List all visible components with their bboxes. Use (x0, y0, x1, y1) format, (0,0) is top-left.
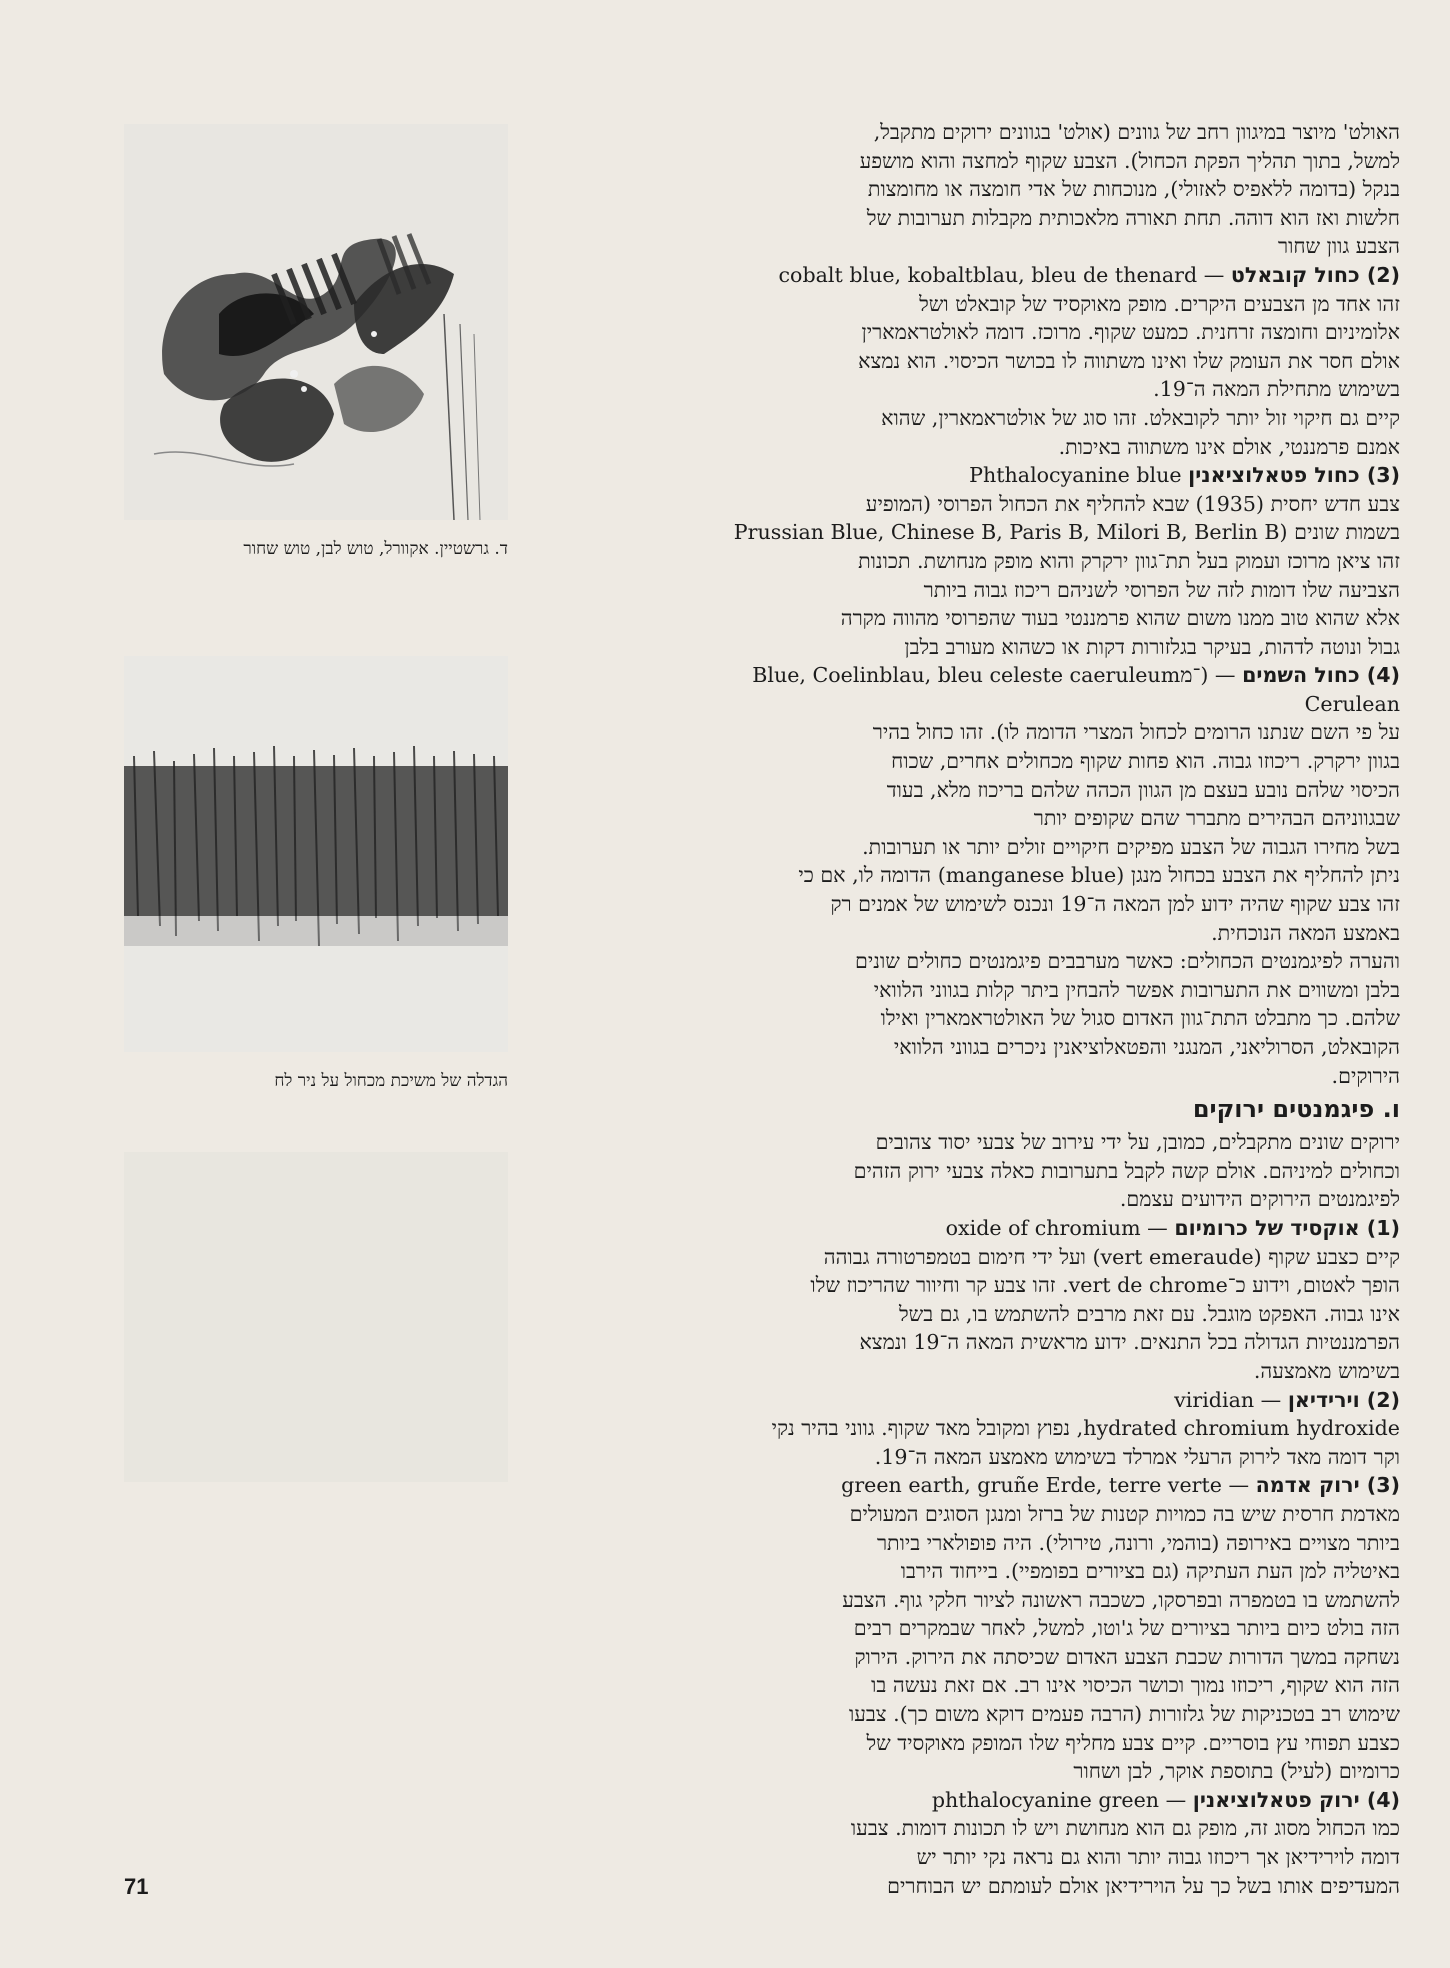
text-line: בשימוש מאמצעה. (1253, 1358, 1400, 1383)
text-line: ביותר מצויים באירופה (בוהמי, ורונה, טירולי). היה פופולארי ביותר (876, 1530, 1400, 1555)
green-earth-heading: (3) ירוק אדמה (1255, 1473, 1400, 1498)
figure-caption-1: ד. גרשטיין. אקוורל, טוש לבן, טוש שחור (243, 539, 508, 559)
intro-line: למשל, בתוך תהליך הפקת הכחול). הצבע שקוף למחצה והוא מושפע (859, 148, 1400, 173)
cerulean-heading: (4) כחול השמים (1242, 663, 1400, 688)
text-line: וקר דומה מאד לירוק הרעלי אמרלד בשימוש מאמצע המאה ה־19. (874, 1444, 1400, 1469)
phthalo-green-heading-line: (4) ירוק פטאלוציאנין — phthalocyanine green (931, 1787, 1400, 1812)
figure-caption-2: הגדלה של משיכת מכחול על ניר לח (274, 1071, 508, 1091)
text-line: וכחולים למיניהם. אולם קשה לקבל בתערובות כאלה צבעי ירוק הזהים (853, 1158, 1400, 1183)
chromium-heading-line: (1) אוקסיד של כרומיום — oxide of chromium (945, 1215, 1400, 1240)
chromium-heading: (1) אוקסיד של כרומיום (1174, 1215, 1400, 1240)
text-line: מאדמת חרסית שיש בה כמויות קטנות של ברזל ומנגן הסוגים המעולים (849, 1501, 1400, 1526)
text-line: כמו הכחול מסוג זה, מופק גם הוא מנחושת ויש לו תכונות דומות. צבעו (850, 1816, 1400, 1841)
intro-line: הצבע גוון שחור (1277, 234, 1400, 259)
viridian-heading: (2) וירידיאן (1287, 1387, 1400, 1412)
text-line: זהו אחד מן הצבעים היקרים. מופק מאוקסיד של קובאלט ושל (919, 291, 1400, 316)
text-line: הצביעה שלו דומות לזה של הפרוסי לשניהם ריכוז גבוה ביותר (923, 577, 1400, 602)
text-line: הכיסוי שלהם נובע בעצם מן הגוון הכהה שלהם בריכוז מלא, בעוד (886, 777, 1400, 802)
text-line: זהו צבע שקוף שהיה ידוע למן המאה ה־19 ונכנס לשימוש של אמנים רק (830, 892, 1400, 917)
phthalo-blue-latin: Phthalocyanine blue (969, 463, 1182, 488)
text-line: אולם חסר את העומק שלו ואינו משתווה לו בכושר הכיסוי. הוא נמצא (858, 348, 1400, 373)
cerulean-latin: Blue, Coelinblau, bleu celeste caeruleum־מ) (752, 663, 1209, 688)
text-line: כצבע תפוחי עץ בוסריים. קיים צבע מחליף שלו המופק מאוקסיד של (866, 1730, 1400, 1755)
text-line: באמצע המאה הנוכחית. (1211, 920, 1400, 945)
brushstroke-on-wet-paper-image (124, 656, 508, 1052)
text-line: באיטליה למן העת העתיקה (גם בציורים בפומפיי). בייחוד הירבו (900, 1559, 1400, 1584)
text-line: ניתן להחליף את הצבע בכחול מנגן (manganese blue) הדומה לו, אם כי (798, 863, 1400, 888)
figure-ink-watercolor (124, 124, 508, 520)
text-line: המעדיפים אותו בשל כך על הוירידיאן אולם לעומתם יש הבוחרים (887, 1873, 1400, 1898)
text-line: דומה לוירידיאן אך ריכוזו גבוה יותר והוא גם נראה נקי יותר יש (916, 1845, 1400, 1870)
text-line: בשל מחירו הגבוה של הצבע מפיקים חיקויים זולים יותר או תערובות. (862, 834, 1400, 859)
text-line: קיים גם חיקוי זול יותר לקובאלט. זהו סוג של אולטראמארין, שהוא (881, 405, 1400, 430)
text-line: hydrated chromium hydroxide, נפוץ ומקובל מאד שקוף. גווני בהיר נקי (771, 1416, 1400, 1441)
cobalt-heading-line: (2) כחול קובאלט — cobalt blue, kobaltblau, bleu de thenard (778, 262, 1400, 287)
text-line: אלומיניום וחומצה זרחנית. כמעט שקוף. מרוכז. דומה לאולטראמארין (861, 320, 1400, 345)
abstract-ink-watercolor-image (124, 124, 508, 520)
phthalo-green-latin: phthalocyanine green (931, 1787, 1160, 1812)
cerulean-latin-2: Cerulean (1304, 691, 1400, 716)
green-earth-heading-line: (3) ירוק אדמה — green earth, gruñe Erde, terre verte (841, 1473, 1400, 1498)
text-line: שימוש רב בטכניקות של גלזורות (הרבה פעמים דוקא משום כך). צבעו (848, 1702, 1400, 1727)
page-number: 71 (124, 1874, 149, 1899)
text-line: הזה בולט כיום ביותר בציורים של ג'וטו, למשל, לאחר שבמקרים רבים (853, 1616, 1400, 1641)
section-title: ו. פיגמנטים ירוקים (1192, 1095, 1400, 1124)
figure-brushstroke (124, 656, 508, 1052)
text-line: אינו גבוה. האפקט מוגבל. עם זאת מרבים להשתמש בו, גם בשל (899, 1301, 1400, 1326)
text-line: כרומיום (לעיל) בתוספת אוקר, לבן ושחור (1073, 1759, 1400, 1784)
text-line: צבע חדש יחסית (1935) שבא להחליף את הכחול הפרוסי (המופיע (865, 491, 1400, 516)
cerulean-heading-line: (4) כחול השמים — Blue, Coelinblau, bleu celeste caeruleum־מ) (752, 663, 1400, 688)
text-line: בגוון ירקרק. ריכוזו גבוה. הוא פחות שקוף מכחולים אחרים, שכוח (891, 749, 1400, 774)
viridian-latin: viridian (1174, 1387, 1255, 1412)
cobalt-latin: cobalt blue, kobaltblau, bleu de thenard (778, 262, 1198, 287)
text-line: והערה לפיגמנטים הכחולים: כאשר מערבבים פיגמנטים כחולים שונים (855, 949, 1400, 974)
text-line: זהו ציאן מרוכז ועמוק בעל תת־גוון ירקרק והוא מופק מנחושת. תכונות (858, 548, 1400, 573)
article-text (540, 118, 1400, 1900)
viridian-heading-line: (2) וירידיאן — viridian (1174, 1387, 1400, 1412)
text-line: גבול ונוטה לדהות, בעיקר בגלזורות דקות או כשהוא מעורב בלבן (904, 634, 1400, 659)
text-line: שלהם. כך מתבלט התת־גוון האדום סגול של האולטראמארין ואילו (880, 1006, 1400, 1031)
text-line: להשתמש בו בטמפרה ובפרסקו, כשכבה ראשונה לציור חלקי גוף. הצבע (842, 1587, 1400, 1612)
text-line: קיים כצבע שקוף (vert emeraude) ועל ידי חימום בטמפרטורה גבוהה (823, 1244, 1400, 1269)
text-line: הופך לאטום, וידוע כ־vert de chrome. זהו צבע קר וחיוור שהריכוז שלו (810, 1273, 1400, 1298)
text-line: אלא שהוא טוב ממנו משום שהוא פרמננטי בעוד שהפרוסי מהווה מקרה (840, 606, 1400, 631)
intro-line: האולט' מיוצר במיגוון רחב של גוונים (אולט' בגוונים ירוקים מתקבל, (873, 120, 1400, 144)
text-line: שבגווניהם הבהירים מתברר שהם שקופים יותר (1033, 806, 1400, 831)
text-line: על פי השם שנתנו הרומים לכחול המצרי הדומה לו). זהו כחול בהיר (872, 720, 1400, 745)
figures-column (124, 124, 508, 1482)
cobalt-heading: (2) כחול קובאלט (1230, 262, 1400, 287)
text-line: הירוקים. (1331, 1063, 1400, 1088)
text-line: בשימוש מתחילת המאה ה־19. (1153, 377, 1400, 402)
green-earth-latin: green earth, gruñe Erde, terre verte (841, 1473, 1222, 1498)
text-line: לפיגמנטים הירוקים הידועים עצמם. (1119, 1187, 1400, 1212)
faint-bleedthrough-image (124, 1152, 508, 1482)
text-line: נשחקה במשך הדורות שכבת הצבע האדום שכיסתה את הירוק. הירוק (854, 1644, 1400, 1669)
text-line: הקובאלט, הסרוליאני, המנגני והפטאלוציאנין ניכרים בגווני הלוואי (893, 1035, 1400, 1059)
chromium-latin: oxide of chromium (945, 1215, 1141, 1240)
phthalo-blue-heading-line (540, 461, 1400, 490)
text-line: בשמות שונים (Prussian Blue, Chinese B, Paris B, Milori B, Berlin B (733, 520, 1400, 545)
text-line: הפרמננטיות הגדולה בכל התנאים. ידוע מראשית המאה ה־19 ונמצא (859, 1330, 1400, 1355)
text-line: הזה הוא שקוף, ריכוזו נמוך וכושר הכיסוי אינו רב. אם זאת נעשה בו (871, 1673, 1400, 1698)
intro-line: חלשות ואז הוא דוהה. תחת תאורה מלאכותית מקבלות תערובות של (866, 205, 1400, 230)
text-line: אמנם פרמננטי, אולם אינו משתווה באיכות. (1058, 434, 1400, 459)
intro-line: בנקל (בדומה ללאפיס לאזולי), מנוכחות של אדי חומצה או מחומצות (867, 177, 1400, 202)
phthalo-blue-heading: (3) כחול פטאלוציאנין (1188, 463, 1400, 488)
text-line: ירוקים שונים מתקבלים, כמובן, על ידי עירוב של צבעי יסוד צהובים (875, 1130, 1400, 1155)
phthalo-green-heading: (4) ירוק פטאלוציאנין (1192, 1787, 1400, 1812)
text-line: בלבן ומשווים את התערובות אפשר להבחין ביתר קלות בגווני הלוואי (873, 977, 1400, 1002)
